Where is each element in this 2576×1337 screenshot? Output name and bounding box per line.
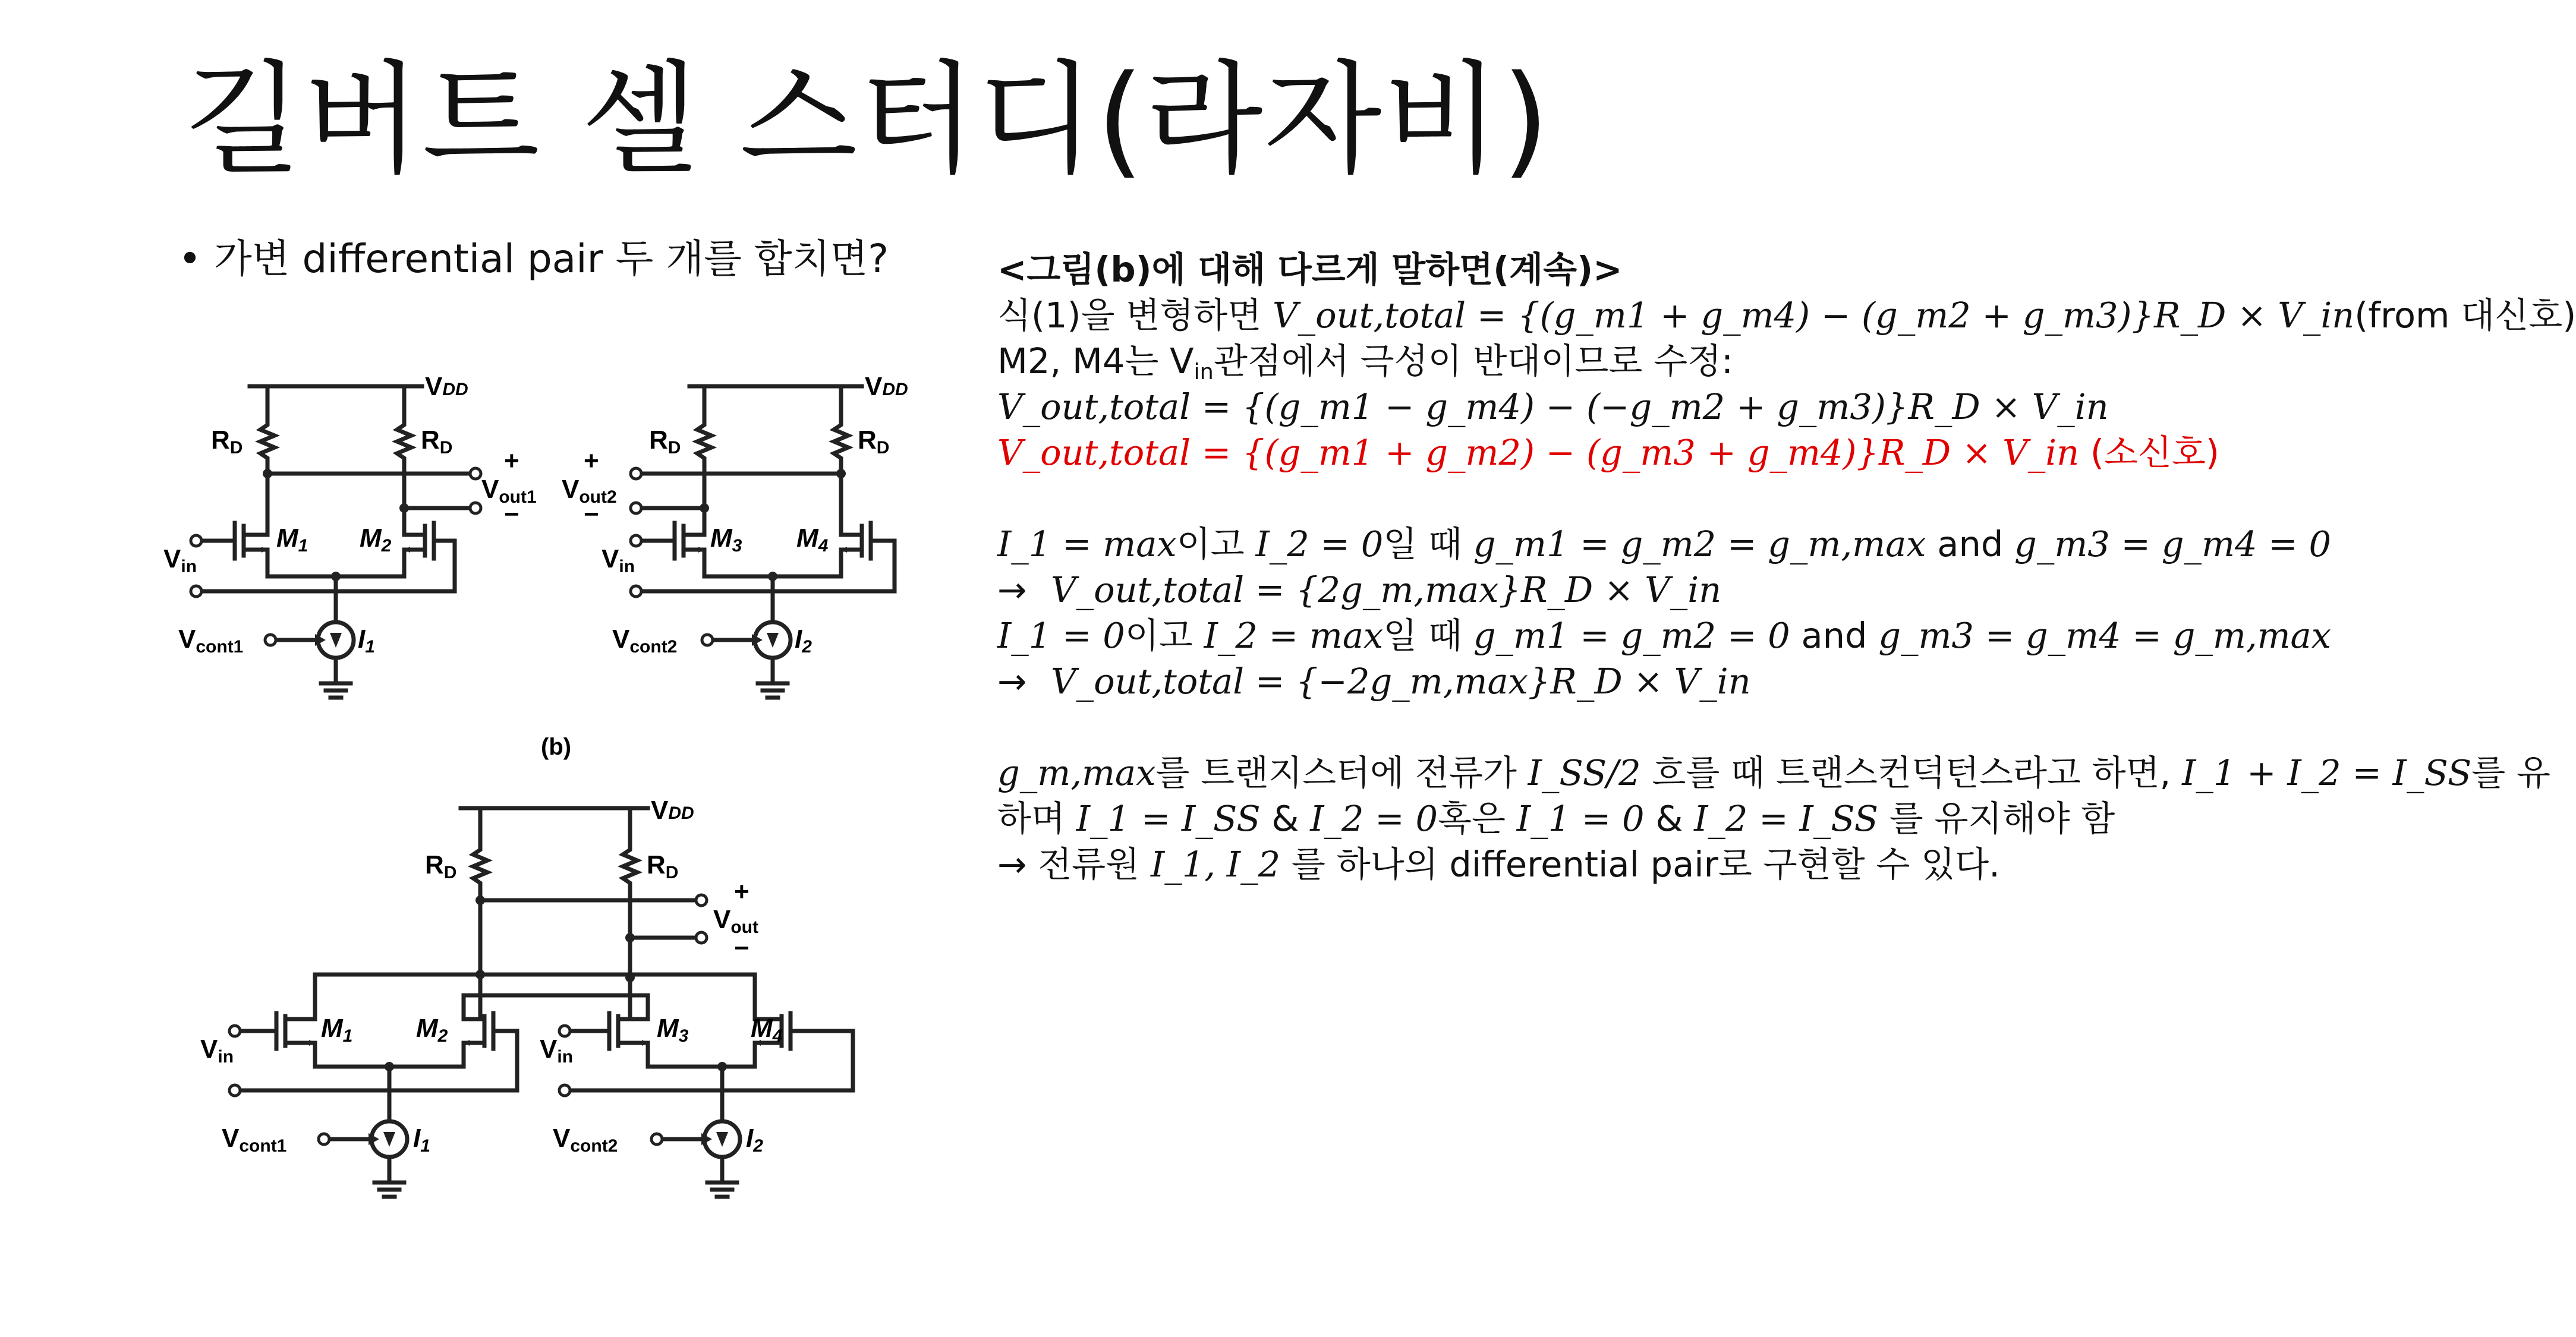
vdd-label-b: VDD [865,372,908,401]
plus-c: + [734,877,750,906]
bullet-dot: • [178,236,201,282]
rd-label-a1: RD [211,425,243,458]
arrow-icon: → [997,844,1027,885]
vout1-label: Vout1 [481,475,537,507]
vdd-label-c: VDD [651,796,694,825]
rd-label-c1: RD [425,850,457,882]
i1-label-c: I1 [413,1124,430,1156]
plus-b: + [584,446,599,475]
vout-label-c: Vout [713,905,758,937]
m4-label-c: M4 [751,1014,783,1046]
vdd-label-a: VDD [425,372,468,401]
m1-label-c: M1 [321,1014,353,1046]
m2-label-a: M2 [360,524,392,556]
plus-a: + [504,446,519,475]
circuit-diagram [0,0,975,1337]
m4-label-b: M4 [796,524,829,556]
minus-a: − [504,500,519,529]
vcont2-label-c: Vcont2 [553,1124,618,1156]
blank-line [997,475,2377,521]
bullet-text: 가변 differential pair 두 개를 합치면? [214,236,889,282]
m1-label-a: M1 [276,524,308,556]
m3-label-b: M3 [710,524,742,556]
rd-label-a2: RD [421,425,453,458]
case-2-condition: I_1 = 0이고 I_2 = max일 때 g_m1 = g_m2 = 0 and g_m3 = g_m4 = g_m,max [997,615,2331,656]
vin-label-a: Vin [163,544,197,576]
i2-label-c: I2 [746,1124,763,1156]
vcont1-label-c: Vcont1 [222,1124,287,1156]
equation-line-2: V_out,total = {(g_m1 − g_m4) − (−g_m2 + g_m3)}R_D × V_in [997,386,2109,427]
polarity-note: M2, M4는 $V_{in}$관점에서 극성이 반대이므로 수정: [997,340,1733,385]
m2-label-c: M2 [416,1014,448,1046]
rd-label-b1: RD [649,425,681,458]
rd-label-b2: RD [858,425,890,458]
case-1-condition: I_1 = max이고 I_2 = 0일 때 g_m1 = g_m2 = g_m,max and g_m3 = g_m4 = 0 [997,524,2331,565]
vin-label-c1: Vin [200,1035,234,1067]
arrow-icon: → [997,569,1027,610]
i1-label-a: I1 [358,625,375,657]
rd-label-c2: RD [647,850,679,882]
figure-caption: (b) [541,734,572,760]
gm-max-definition: g_m,max를 트랜지스터에 전류가 I_SS/2 흐를 때 트랜스컨덕턴스라고 하면, I_1 + I_2 = I_SS를 유 [997,752,2551,793]
i2-label-b: I2 [795,625,812,657]
minus-b: − [584,500,599,529]
equation-small-signal: V_out,total = {(g_m1 + g_m2) − (g_m3 + g_m4)}R_D × V_in (소신호) [997,432,2219,473]
conclusion: → 전류원 I_1, I_2 를 하나의 differential pair로 구현할 수 있다. [997,844,2000,885]
arrow-icon: → [997,661,1027,702]
minus-c: − [734,934,750,963]
blank-line [997,704,2377,750]
explanation-heading: <그림(b)에 대해 다르게 말하면(계속)> [997,249,1623,290]
vin-label-c2: Vin [540,1035,574,1067]
page-title: 길버트 셀 스터디(라자비) [184,49,1551,191]
vcont2-label-b: Vcont2 [612,625,678,657]
explanation-text [997,247,2576,887]
vcont1-label-a: Vcont1 [178,625,244,657]
case-2-result: → V_out,total = {−2g_m,max}R_D × V_in [997,658,2377,704]
vin-label-b: Vin [602,544,635,576]
vout2-label: Vout2 [562,475,617,507]
case-1-result: → V_out,total = {2g_m,max}R_D × V_in [997,567,2377,613]
m3-label-c: M3 [657,1014,689,1046]
equation-line-1: 식(1)을 변형하면 V_out,total = {(g_m1 + g_m4) − (g_m2 + g_m3)}R_D × V_in(from 대신호) [997,295,2576,336]
current-condition: 하며 I_1 = I_SS & I_2 = 0혹은 I_1 = 0 & I_2 = I_SS 를 유지해야 함 [997,798,2115,839]
